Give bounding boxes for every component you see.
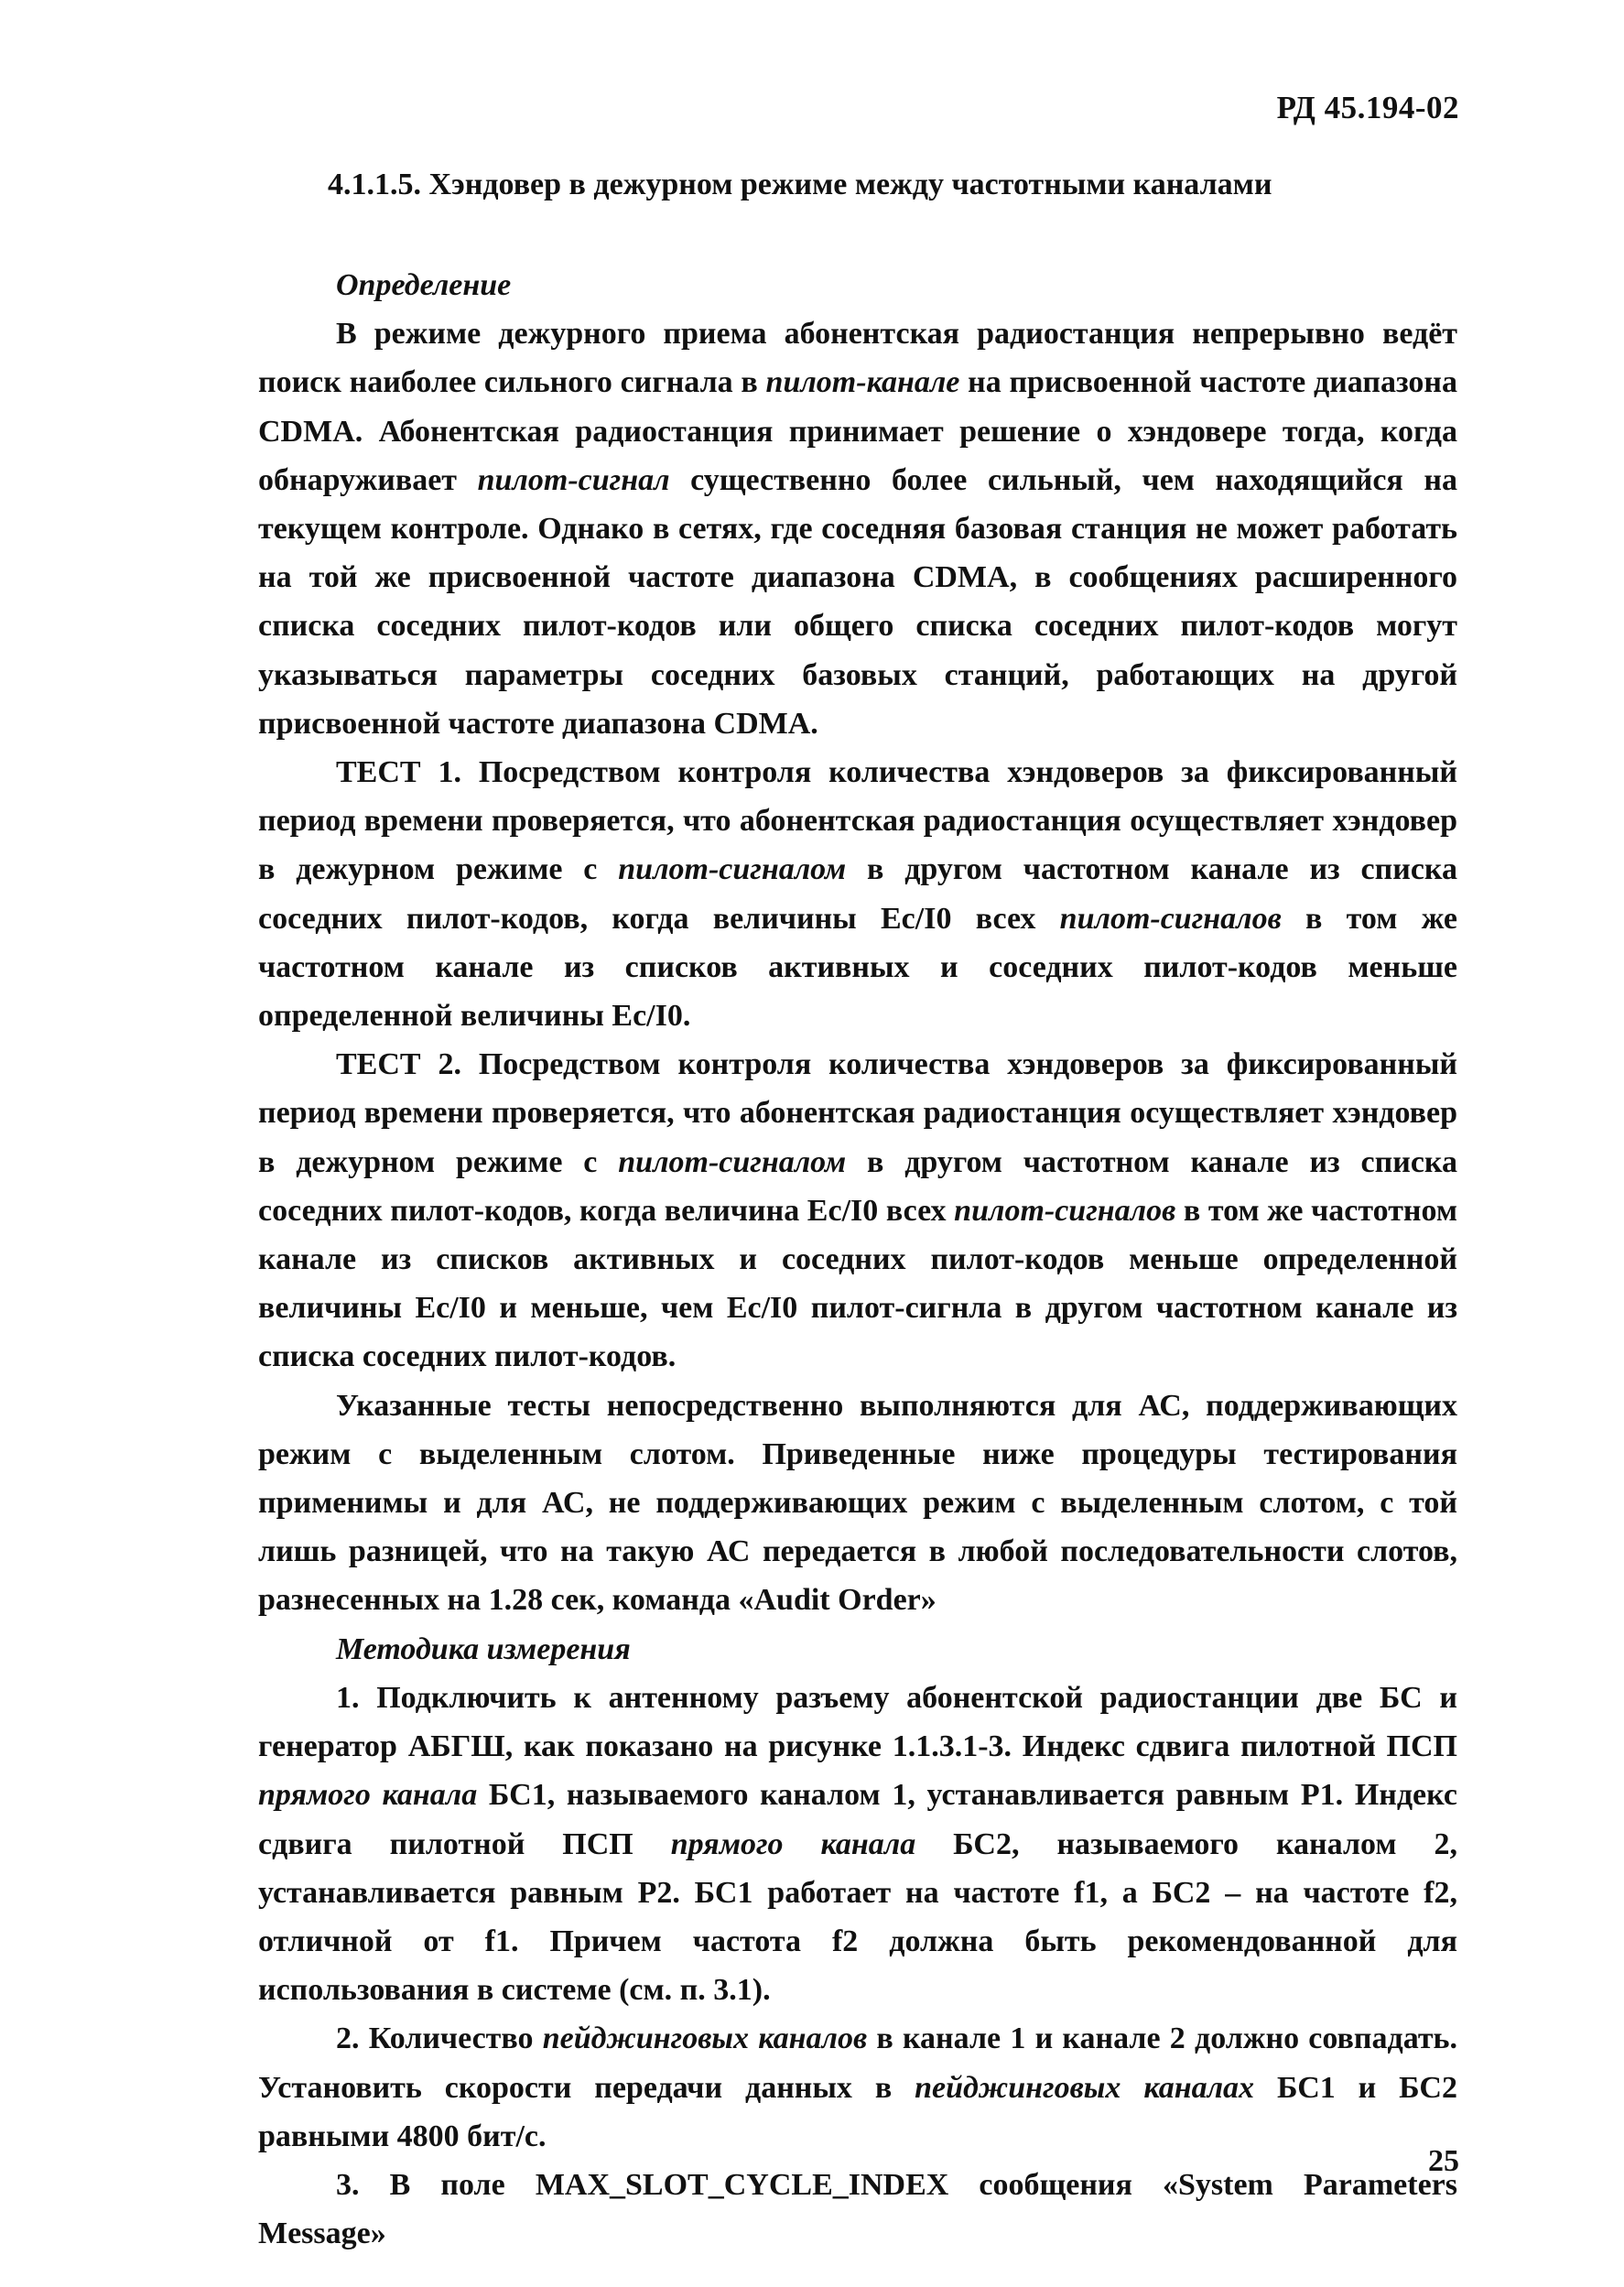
step-2: 2. Количество пейджинговых каналов в канале 1 и канале 2 должно совпадать. Установить скорости передачи данных в пейджинговых каналах БС1 и БС2 равными 4800 бит/с. <box>258 2021 1457 2153</box>
paragraph-definition: В режиме дежурного приема абонентская радиостанция непрерывно ведёт поиск наиболее сильного сигнала в пилот-канале на присвоенной частоте диапазона CDMA. Абонентская радиостанция принимает решение о хэндовере тогда, когда обнаруживает пилот-сигнал существенно более сильный, чем находящийся на текущем контроле. Однако в сетях, где соседняя базовая станция не может работать на той же присвоенной частоте диапазона CDMA, в сообщениях расширенного списка соседних пилот-кодов или общего списка соседних пилот-кодов могут указываться параметры соседних базовых станций, работающих на другой присвоенной частоте диапазона CDMA. <box>258 317 1458 741</box>
method-heading: Методика измерения <box>336 1631 631 1666</box>
paragraph-note: Указанные тесты непосредственно выполняются для АС, поддерживающих режим с выделенным слотом. Приведенные ниже процедуры тестирования применимы и для АС, не поддерживающих режим с выделенным слотом, с той лишь разницей, что на такую АС передается в любой последовательности слотов, разнесенных на 1.28 сек, команда «Audit Order» <box>258 1388 1457 1618</box>
paragraph-test-1: ТЕСТ 1. Посредством контроля количества хэндоверов за фиксированный период времени проверяется, что абонентская радиостанция осуществляет хэндовер в дежурном режиме с пилот-сигналом в другом частотном канале из списка соседних пилот-кодов, когда величины Ec/I0 всех пилот-сигналов в том же частотном канале из списков активных и соседних пилот-кодов меньше определенной величины Ec/I0. <box>258 755 1457 1034</box>
step-3: 3. В поле MAX_SLOT_CYCLE_INDEX сообщения «System Parameters Message» <box>258 2167 1457 2251</box>
paragraph-test-2: ТЕСТ 2. Посредством контроля количества хэндоверов за фиксированный период времени проверяется, что абонентская радиостанция осуществляет хэндовер в дежурном режиме с пилот-сигналом в другом частотном канале из списка соседних пилот-кодов, когда величина Ec/I0 всех пилот-сигналов в том же частотном канале из списков активных и соседних пилот-кодов меньше определенной величины Ec/I0 и меньше, чем Ec/I0 пилот-сигнла в другом частотном канале из списка соседних пилот-кодов. <box>258 1047 1458 1374</box>
document-code: РД 45.194-02 <box>1276 90 1459 125</box>
body-text <box>258 261 1457 2258</box>
step-1: 1. Подключить к антенному разъему абонентской радиостанции две БС и генератор АБГШ, как показано на рисунке 1.1.3.1-3. Индекс сдвига пилотной ПСП прямого канала БС1, называемого каналом 1, устанавливается равным Р1. Индекс сдвига пилотной ПСП прямого канала БС2, называемого каналом 2, устанавливается равным Р2. БС1 работает на частоте f1, а БС2 – на частоте f2, отличной от f1. Причем частота f2 должна быть рекомендованной для использования в системе (см. п. 3.1). <box>258 1680 1457 2008</box>
section-title: 4.1.1.5. Хэндовер в дежурном режиме между частотными каналами <box>328 168 1272 201</box>
page-number: 25 <box>1428 2144 1459 2178</box>
definition-heading: Определение <box>336 268 512 302</box>
